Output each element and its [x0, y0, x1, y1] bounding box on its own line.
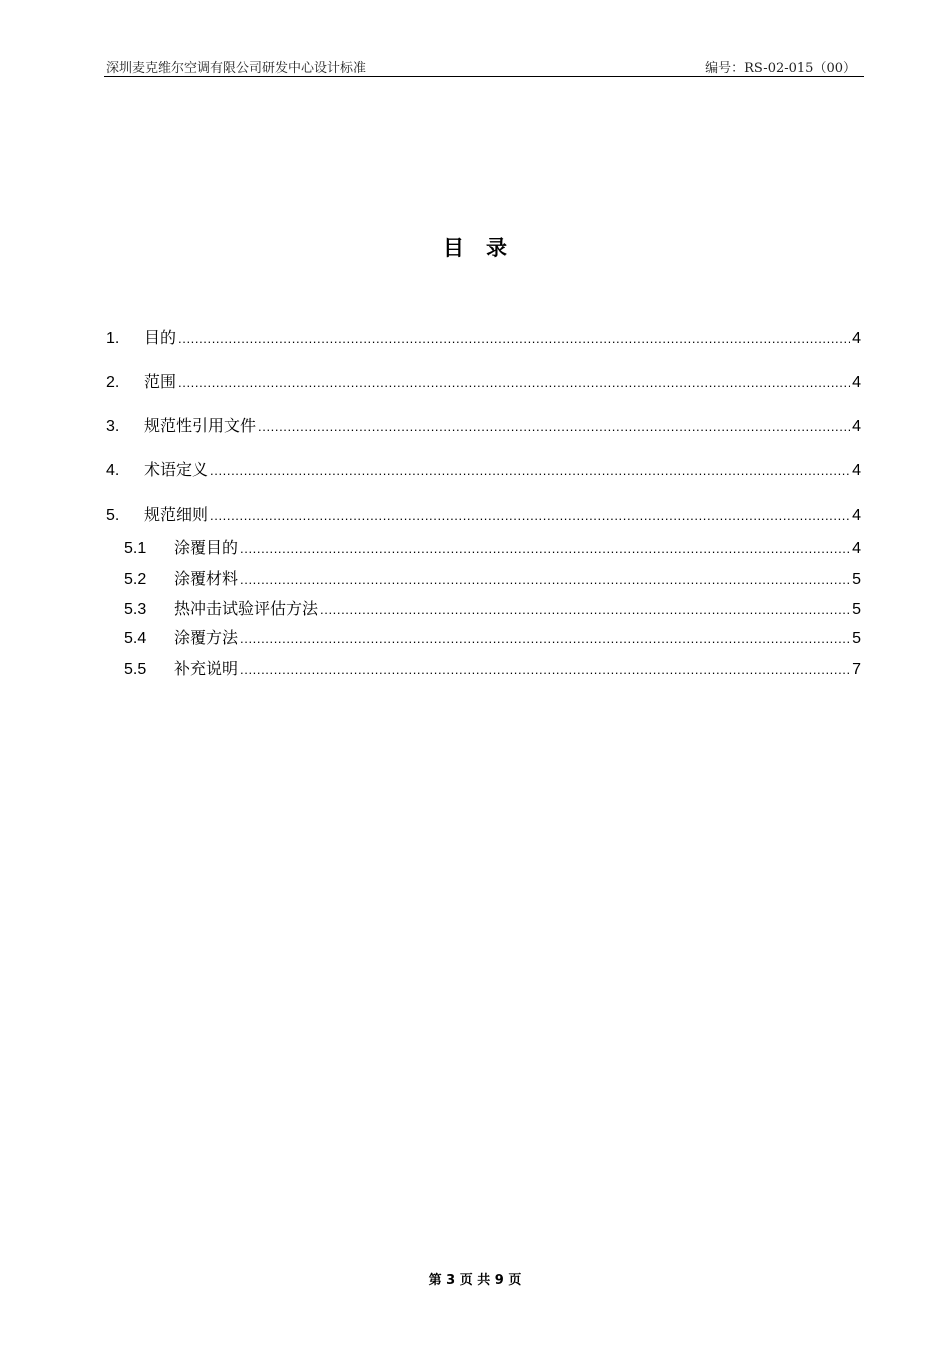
page-header	[104, 54, 864, 77]
toc-entry-page: 5	[852, 630, 861, 647]
toc-entry-number: 5.3	[124, 601, 147, 618]
header-doc-number: 编号：RS-02-015（00）	[705, 61, 856, 76]
toc-entry-number: 1.	[106, 330, 120, 347]
toc-entry-number: 4.	[106, 462, 120, 479]
toc-entry[interactable]	[106, 369, 861, 391]
toc-entry-title: 涂覆材料	[174, 569, 239, 588]
toc-subentry[interactable]	[106, 625, 861, 647]
toc-entry-number: 5.5	[124, 661, 147, 678]
toc-entry-number: 5.4	[124, 630, 147, 647]
toc-subentry[interactable]	[106, 566, 861, 588]
toc-entry-title: 补充说明	[174, 659, 239, 678]
toc-entry-title: 热冲击试验评估方法	[174, 599, 319, 618]
toc-subentry[interactable]	[106, 596, 861, 618]
toc-subentry[interactable]	[106, 656, 861, 678]
toc-leader-dots	[210, 508, 850, 523]
toc-leader-dots	[240, 631, 850, 646]
toc-entry-page: 4	[852, 540, 861, 557]
toc-entry[interactable]	[106, 413, 861, 435]
toc-entry[interactable]	[106, 457, 861, 479]
toc-entry-number: 5.1	[124, 540, 147, 557]
toc-leader-dots	[210, 463, 850, 478]
toc-subentry[interactable]	[106, 535, 861, 557]
toc-leader-dots	[178, 375, 850, 390]
toc-leader-dots	[320, 602, 850, 617]
toc-entry-page: 7	[852, 661, 861, 678]
toc-entry-number: 3.	[106, 418, 120, 435]
toc-entry-title: 范围	[144, 372, 177, 391]
toc-leader-dots	[178, 331, 850, 346]
toc-leader-dots	[240, 662, 850, 677]
toc-entry-title: 涂覆方法	[174, 628, 239, 647]
toc-leader-dots	[240, 572, 850, 587]
toc-entry-title: 规范细则	[144, 505, 209, 524]
header-company: 深圳麦克维尔空调有限公司研发中心设计标准	[106, 61, 367, 76]
toc-entry-page: 5	[852, 571, 861, 588]
toc-entry-title: 涂覆目的	[174, 538, 239, 557]
toc-entry-number: 5.2	[124, 571, 147, 588]
toc-entry-title: 术语定义	[144, 460, 209, 479]
toc-leader-dots	[258, 419, 850, 434]
toc-entry-page: 4	[852, 462, 861, 479]
toc-entry[interactable]	[106, 325, 861, 347]
toc-title: 目录	[443, 236, 529, 260]
toc-entry-title: 规范性引用文件	[144, 416, 257, 435]
toc-entry-title: 目的	[144, 328, 177, 347]
toc-entry-page: 4	[852, 330, 861, 347]
toc-entry-number: 2.	[106, 374, 120, 391]
toc-entry-number: 5.	[106, 507, 120, 524]
toc-leader-dots	[240, 541, 850, 556]
page-footer: 第 3 页 共 9 页	[428, 1273, 522, 1288]
toc-entry[interactable]	[106, 502, 861, 524]
toc-entry-page: 4	[852, 418, 861, 435]
toc-entry-page: 4	[852, 507, 861, 524]
toc-entry-page: 4	[852, 374, 861, 391]
toc-entry-page: 5	[852, 601, 861, 618]
